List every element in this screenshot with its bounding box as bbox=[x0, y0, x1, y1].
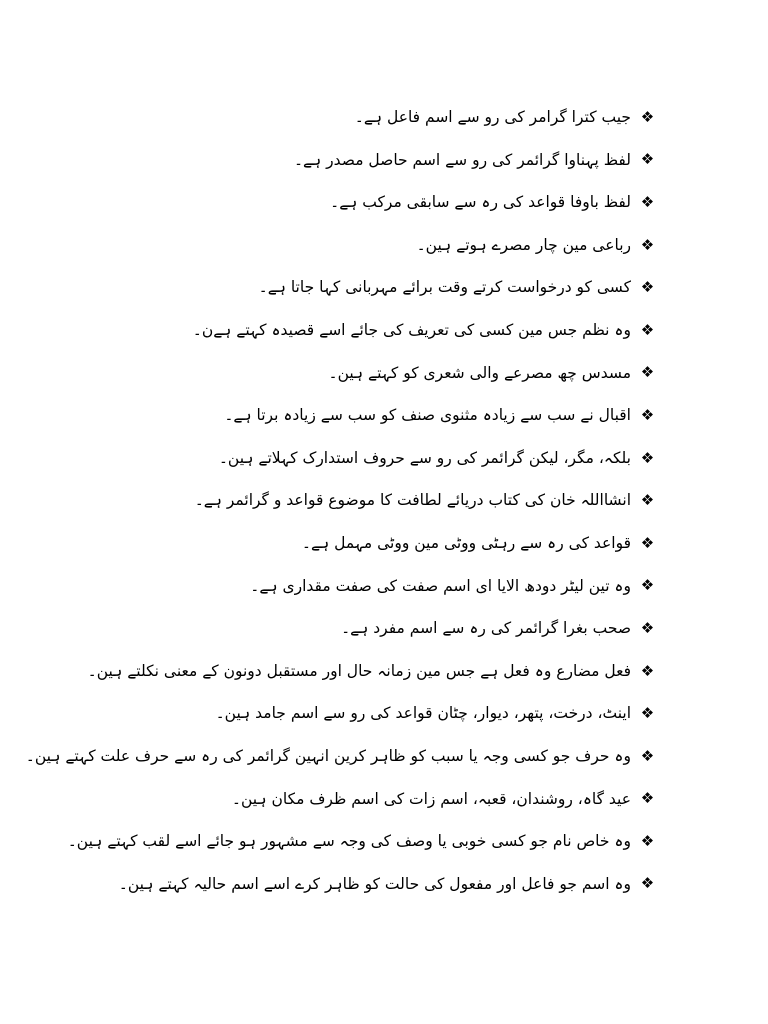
diamond-bullet-icon: ❖ bbox=[640, 789, 655, 808]
statement-item bbox=[76, 224, 656, 267]
statement-text: لفظ باوفا قواعد کی رہ سے سابقی مرکب ہے۔ bbox=[330, 193, 631, 212]
statement-text: کسی کو درخواست کرتے وقت برائے مہربانی کہا جاتا ہے۔ bbox=[258, 278, 631, 297]
statement-text: اینٹ، درخت، پتھر، دیوار، چٹان قواعد کی رو سے اسم جامد ہین۔ bbox=[215, 704, 631, 723]
statement-item bbox=[76, 309, 656, 352]
statement-item bbox=[76, 139, 656, 182]
diamond-bullet-icon: ❖ bbox=[640, 704, 655, 723]
diamond-bullet-icon: ❖ bbox=[640, 661, 655, 680]
statement-item bbox=[76, 266, 656, 309]
diamond-bullet-icon: ❖ bbox=[640, 576, 655, 595]
statement-item bbox=[76, 394, 656, 437]
diamond-bullet-icon: ❖ bbox=[640, 320, 655, 339]
statement-item bbox=[67, 820, 656, 863]
statement-text: وہ تین لیٹر دودھ الایا ای اسم صفت کی صفت مقداری ہے۔ bbox=[250, 576, 631, 595]
statement-item bbox=[76, 437, 656, 480]
statement-text: انشااللہ خان کی کتاب دریائے لطافت کا موضوع قواعد و گرائمر ہے۔ bbox=[194, 491, 631, 510]
statement-text: صحب بغرا گرائمر کی رہ سے اسم مفرد ہے۔ bbox=[341, 619, 631, 638]
statement-text: عید گاہ، روشندان، قعبہ، اسم زات کی اسم ظرف مکان ہین۔ bbox=[231, 789, 631, 808]
statement-item bbox=[76, 352, 656, 395]
diamond-bullet-icon: ❖ bbox=[640, 405, 655, 424]
statement-item bbox=[76, 863, 656, 906]
diamond-bullet-icon: ❖ bbox=[640, 363, 655, 382]
statement-text: مسدس چھ مصرعے والی شعری کو کہتے ہین۔ bbox=[328, 363, 631, 382]
diamond-bullet-icon: ❖ bbox=[640, 618, 655, 637]
diamond-bullet-icon: ❖ bbox=[640, 831, 655, 850]
statement-text: جیب کترا گرامر کی رو سے اسم فاعل ہے۔ bbox=[354, 108, 631, 126]
diamond-bullet-icon: ❖ bbox=[640, 491, 655, 510]
diamond-bullet-icon: ❖ bbox=[640, 533, 655, 552]
statement-item bbox=[76, 650, 656, 693]
statement-text: وہ خاص نام جو کسی خوبی یا وصف کی وجہ سے مشہور ہو جائے اسے لقب کہتے ہین۔ bbox=[67, 832, 631, 851]
statement-item bbox=[76, 522, 656, 565]
statement-text: وہ نظم جس مین کسی کی تعریف کی جائے اسے قصیدہ کہتے ہےن۔ bbox=[192, 320, 631, 339]
diamond-bullet-icon: ❖ bbox=[640, 107, 655, 126]
statement-item bbox=[76, 692, 656, 735]
statement-item bbox=[76, 565, 656, 608]
statement-text: وہ حرف جو کسی وجہ یا سبب کو ظاہر کرین انہین گرائمر کی رہ سے حرف علت کہتے ہین۔ bbox=[25, 746, 631, 765]
diamond-bullet-icon: ❖ bbox=[640, 448, 655, 467]
diamond-bullet-icon: ❖ bbox=[640, 235, 655, 254]
statement-text: قواعد کی رہ سے رہٹی ووٹی مین ووٹی مہمل ہے۔ bbox=[301, 533, 631, 552]
statement-text: فعل مضارع وہ فعل ہے جس مین زمانہ حال اور مستقبل دونون کے معنی نکلتے ہین۔ bbox=[87, 661, 631, 680]
diamond-bullet-icon: ❖ bbox=[640, 874, 655, 893]
statement-item bbox=[76, 607, 656, 650]
diamond-bullet-icon: ❖ bbox=[640, 746, 655, 765]
statement-item bbox=[76, 778, 656, 821]
statement-item bbox=[25, 735, 656, 778]
statement-item bbox=[76, 96, 656, 139]
statement-list bbox=[25, 96, 656, 905]
statement-text: رباعی مین چار مصرے ہوتے ہین۔ bbox=[416, 235, 631, 254]
diamond-bullet-icon: ❖ bbox=[640, 192, 655, 211]
diamond-bullet-icon: ❖ bbox=[640, 150, 655, 169]
statement-item bbox=[76, 181, 656, 224]
statement-text: لفظ پہناوا گرائمر کی رو سے اسم حاصل مصدر ہے۔ bbox=[293, 150, 631, 169]
statement-text: بلکہ، مگر، لیکن گرائمر کی رو سے حروف استدارک کہلاتے ہین۔ bbox=[218, 448, 631, 467]
statement-text: اقبال نے سب سے زیادہ مثنوی صنف کو سب سے زیادہ برتا ہے۔ bbox=[224, 406, 631, 425]
statement-item bbox=[76, 479, 656, 522]
diamond-bullet-icon: ❖ bbox=[640, 278, 655, 297]
statement-text: وہ اسم جو فاعل اور مفعول کی حالت کو ظاہر کرے اسے اسم حالیہ کہتے ہین۔ bbox=[118, 874, 631, 893]
